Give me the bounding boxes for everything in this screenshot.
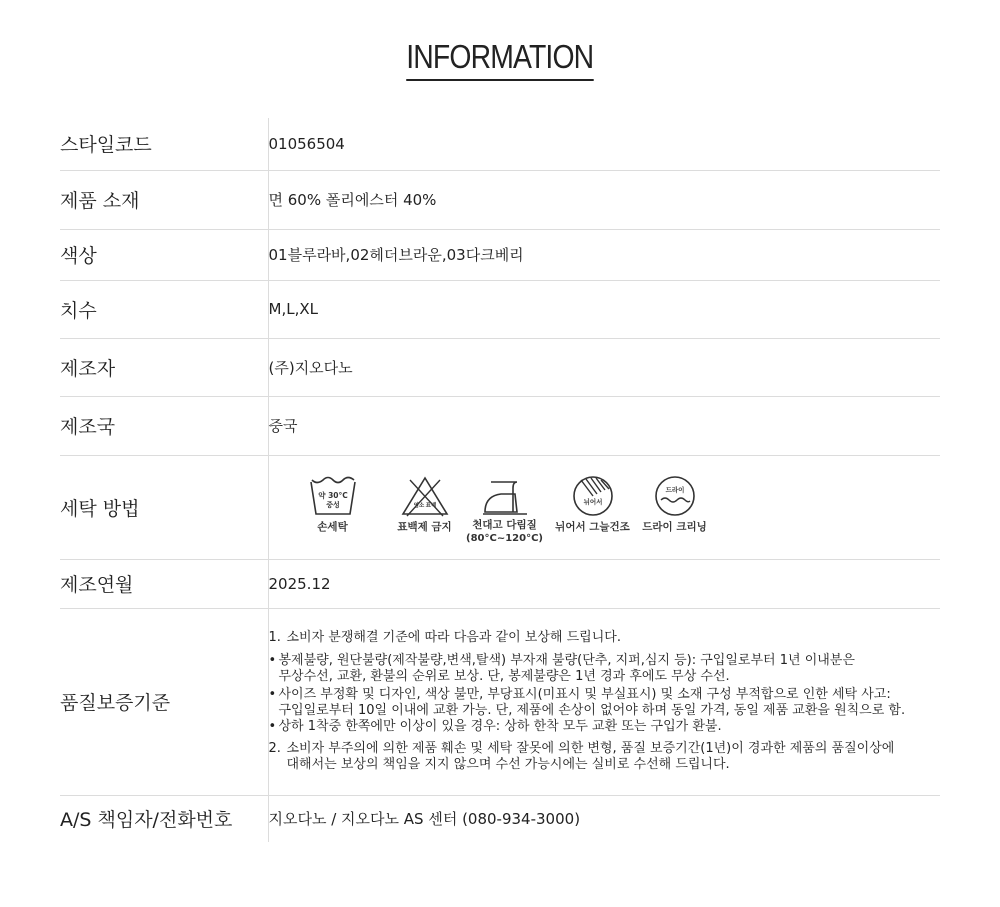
care-item-hand-wash bbox=[304, 474, 362, 534]
quality-bullet-1-line-2: 무상수선, 교환, 환불의 순위로 보상. 단, 봉제불량은 1년 경과 후에도 무상 수선. bbox=[278, 669, 730, 684]
hand-wash-detergent: 중성 bbox=[325, 500, 340, 509]
dry-clean-icon bbox=[649, 474, 701, 518]
bullet-dot: • bbox=[268, 653, 277, 668]
row-label-country: 제조국 bbox=[60, 396, 268, 455]
hand-wash-temp: 약 30°C bbox=[317, 490, 348, 500]
quality-bullet-3 bbox=[269, 719, 941, 735]
care-item-iron bbox=[468, 474, 542, 545]
care-label-shade-dry: 뉘어서 그늘건조 bbox=[555, 520, 630, 533]
row-value-date: 2025.12 bbox=[268, 559, 940, 608]
table-row bbox=[60, 118, 940, 170]
care-sub-iron-temp: (80°C~120°C) bbox=[466, 532, 543, 544]
care-label-hand-wash: 손세탁 bbox=[317, 520, 348, 533]
table-row bbox=[60, 338, 940, 396]
bullet-dot: • bbox=[268, 719, 277, 734]
quality-bullet-3-line-1: 상하 1착중 한쪽에만 이상이 있을 경우: 상하 한착 모두 교환 또는 구입가 환불. bbox=[278, 719, 722, 734]
iron-icon bbox=[477, 474, 533, 518]
no-bleach-icon bbox=[399, 474, 451, 518]
quality-bullet-2-line-1: 사이즈 부정확 및 디자인, 색상 불만, 부당표시(미표시 및 부실표시) 및 소재 구성 부적합으로 인한 세탁 사고: bbox=[278, 687, 891, 702]
hand-wash-icon bbox=[307, 474, 359, 518]
row-label-quality: 품질보증기준 bbox=[60, 608, 268, 795]
quality-bullet-1-line-1: 봉제불량, 원단불량(제작불량,변색,탈색) 부자재 불량(단추, 지퍼,심지 등): 구입일로부터 1년 이내분은 bbox=[278, 653, 855, 668]
care-icons bbox=[304, 470, 941, 545]
bullet-dot: • bbox=[268, 687, 277, 702]
quality-item-2-line-2: 대해서는 보상의 책임을 지지 않으며 수선 가능시에는 실비로 수선해 드립니다. bbox=[286, 757, 730, 772]
table-row bbox=[60, 559, 940, 608]
table-row bbox=[60, 229, 940, 280]
quality-item-2-line-1: 소비자 부주의에 의한 제품 훼손 및 세탁 잘못에 의한 변형, 품질 보증기간(1년)이 경과한 제품의 품질이상에 bbox=[286, 741, 895, 756]
care-label-no-bleach: 표백제 금지 bbox=[397, 520, 452, 533]
quality-bullet-1 bbox=[269, 653, 941, 669]
quality-item-2 bbox=[269, 741, 941, 757]
row-label-as: A/S 책임자/전화번호 bbox=[60, 795, 268, 842]
table-row bbox=[60, 455, 940, 559]
table-row bbox=[60, 795, 940, 842]
row-label-color: 색상 bbox=[60, 229, 268, 280]
dry-clean-inner-text: 드라이 bbox=[665, 485, 684, 494]
row-value-material: 면 60% 폴리에스터 40% bbox=[268, 170, 940, 229]
quality-num-2: 2. bbox=[268, 741, 281, 756]
row-value-color: 01블루라바,02헤더브라운,03다크베리 bbox=[268, 229, 940, 280]
row-value-washing bbox=[268, 455, 940, 559]
table-row bbox=[60, 170, 940, 229]
shade-dry-inner-text: 뉘어서 bbox=[583, 497, 602, 506]
row-value-quality bbox=[268, 608, 940, 795]
info-table bbox=[60, 118, 940, 842]
row-label-material: 제품 소재 bbox=[60, 170, 268, 229]
quality-bullet-2 bbox=[269, 687, 941, 703]
row-value-size: M,L,XL bbox=[268, 280, 940, 338]
row-value-country: 중국 bbox=[268, 396, 940, 455]
quality-item-1 bbox=[269, 630, 941, 646]
quality-num-1: 1. bbox=[268, 630, 281, 645]
quality-text-1: 소비자 분쟁해결 기준에 따라 다음과 같이 보상해 드립니다. bbox=[286, 630, 621, 645]
row-value-style-code: 01056504 bbox=[268, 118, 940, 170]
table-row bbox=[60, 608, 940, 795]
care-item-no-bleach bbox=[388, 474, 462, 534]
quality-bullet-2-line-2: 구입일로부터 10일 이내에 교환 가능. 단, 제품에 손상이 없어야 하며 동일 가격, 동일 제품 교환을 원칙으로 함. bbox=[278, 703, 906, 718]
row-value-as: 지오다노 / 지오다노 AS 센터 (080-934-3000) bbox=[268, 810, 581, 829]
table-row bbox=[60, 280, 940, 338]
row-label-washing: 세탁 방법 bbox=[60, 455, 268, 559]
care-item-shade-dry bbox=[552, 474, 634, 534]
shade-dry-icon bbox=[567, 474, 619, 518]
no-bleach-text-2: 표백 bbox=[425, 502, 436, 509]
row-label-date: 제조연월 bbox=[60, 559, 268, 608]
table-row bbox=[60, 396, 940, 455]
page-title-wrap bbox=[0, 38, 1000, 81]
care-label-iron: 천대고 다림질 bbox=[472, 518, 537, 531]
row-label-style-code: 스타일코드 bbox=[60, 118, 268, 170]
care-item-dry-clean bbox=[638, 474, 712, 534]
row-label-size: 치수 bbox=[60, 280, 268, 338]
row-label-manufacturer: 제조자 bbox=[60, 338, 268, 396]
row-value-manufacturer: (주)지오다노 bbox=[268, 338, 940, 396]
care-label-dry-clean: 드라이 크리닝 bbox=[642, 520, 707, 533]
no-bleach-text-1: 염소 bbox=[413, 502, 424, 509]
page-title: INFORMATION bbox=[406, 38, 593, 81]
